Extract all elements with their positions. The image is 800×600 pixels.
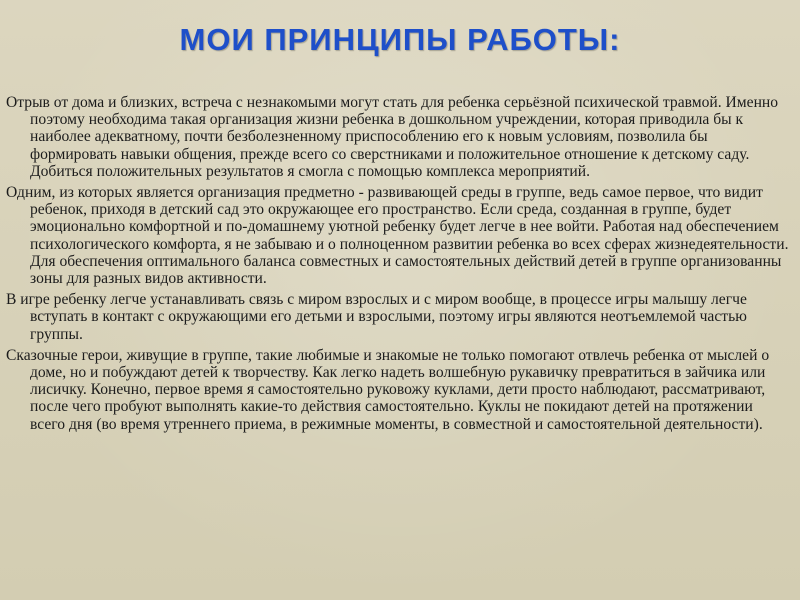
slide-title: МОИ ПРИНЦИПЫ РАБОТЫ:	[179, 22, 621, 57]
paragraph-2: Одним, из которых является организация предметно - развивающей среды в группе, ведь самое первое, что видит ребенок, приходя в детский сад это окружающее его пространство. Если среда, созданная в группе, будет эмоционально комфортной и по-домашнему уютной ребенку будет легче в нее войти. Работая над обеспечением психологического комфорта, я не забываю и о полноценном развитии ребенка во всех сферах жизнедеятельности. Для обеспечения оптимального баланса совместных и самостоятельных действий детей в группе организованны зоны для разных видов активности.	[6, 184, 789, 288]
paragraph-3: В игре ребенку легче устанавливать связь с миром взрослых и с миром вообще, в процессе игры малышу легче вступать в контакт с окружающими его детьми и взрослыми, поэтому игры являются неотъемлемой частью группы.	[6, 291, 747, 343]
paragraph-1: Отрыв от дома и близких, встреча с незнакомыми могут стать для ребенка серьёзной психической травмой. Именно поэтому необходима такая организация жизни ребенка в дошкольном учреждении, которая приводила бы к наиболее адекватному, почти безболезненному приспособлению его к новым условиям, позволила бы формировать навыки общения, прежде всего со сверстниками и положительное отношение к детскому саду. Добиться положительных результатов я смогла с помощью комплекса мероприятий.	[6, 94, 779, 180]
paragraph-4: Сказочные герои, живущие в группе, такие любимые и знакомые не только помогают отвлечь ребенка от мыслей о доме, но и побуждают детей к творчеству. Как легко надеть волшебную рукавичку превратиться в зайчика или лисичку. Конечно, первое время я самостоятельно руковожу куклами, дети просто наблюдают, рассматривают, после чего пробуют выполнять какие-то действия самостоятельно. Куклы не покидают детей на протяжении всего дня (во время утреннего приема, в режимные моменты, в совместной и самостоятельной деятельности).	[6, 346, 770, 433]
slide-body	[0, 94, 790, 437]
